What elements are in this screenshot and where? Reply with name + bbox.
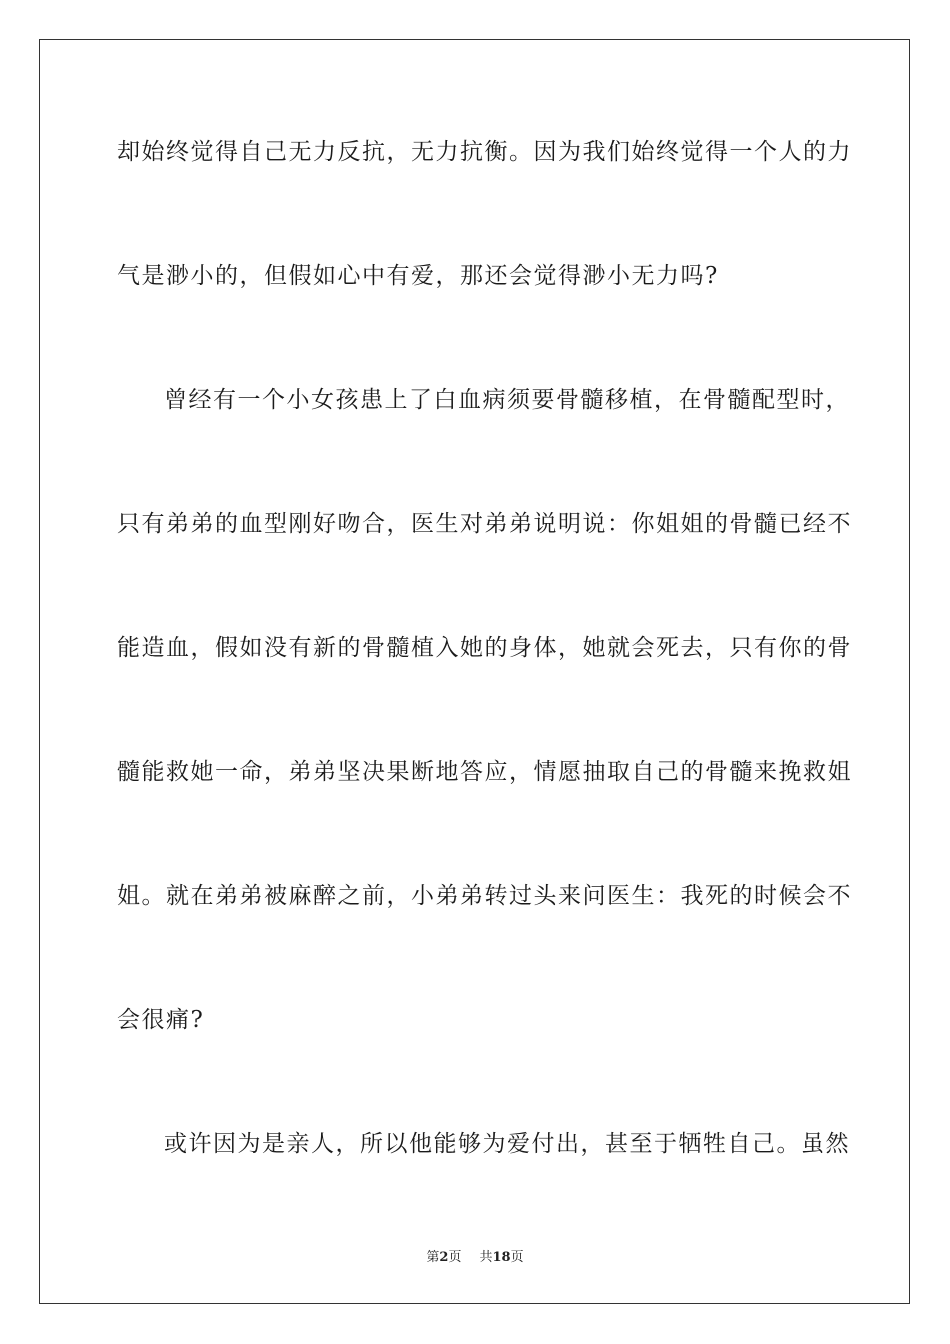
page-number-label: 第2页 (426, 1250, 462, 1265)
paragraph-start-line: 或许因为是亲人，所以他能够为爱付出，甚至于牺牲自己。虽然 (164, 1131, 850, 1157)
text-line: 气是渺小的，但假如心中有爱，那还会觉得渺小无力吗? (117, 263, 719, 289)
text-line: 只有弟弟的血型刚好吻合，医生对弟弟说明说：你姐姐的骨髓已经不 (117, 511, 852, 537)
text-line: 髓能救她一命，弟弟坚决果断地答应，情愿抽取自己的骨髓来挽救姐 (117, 759, 852, 785)
text-line: 能造血，假如没有新的骨髓植入她的身体，她就会死去，只有你的骨 (117, 635, 852, 661)
text-line: 会很痛? (117, 1007, 205, 1033)
page-frame (39, 39, 910, 1304)
text-line: 却始终觉得自己无力反抗，无力抗衡。因为我们始终觉得一个人的力 (117, 139, 852, 165)
paragraph-start-line: 曾经有一个小女孩患上了白血病须要骨髓移植，在骨髓配型时， (164, 387, 850, 413)
total-pages-label: 共18页 (479, 1250, 524, 1265)
page-footer (0, 1249, 950, 1267)
text-line: 姐。就在弟弟被麻醉之前，小弟弟转过头来问医生：我死的时候会不 (117, 883, 852, 909)
